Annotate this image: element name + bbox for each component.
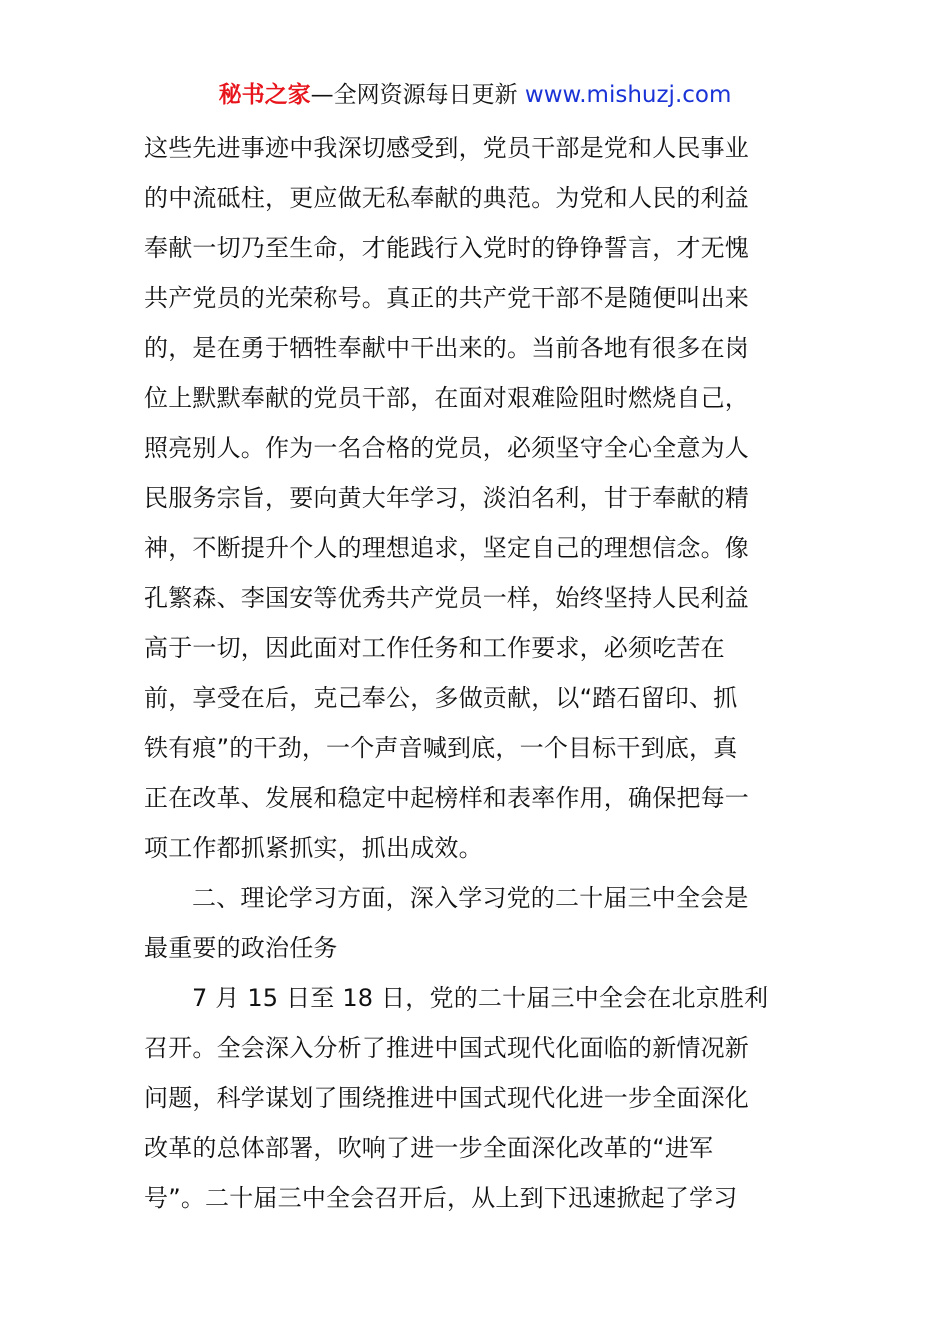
text-line: 高于一切，因此面对工作任务和工作要求，必须吃苦在: [144, 634, 725, 662]
text-line: 改革的总体部署，吹响了进一步全面深化改革的“进军: [144, 1134, 714, 1162]
text-line: 最重要的政治任务: [144, 934, 338, 962]
text-line: 民服务宗旨，要向黄大年学习，淡泊名利，甘于奉献的精: [144, 484, 749, 512]
text-line: 二、理论学习方面，深入学习党的二十届三中全会是: [192, 884, 749, 912]
text-line: 正在改革、发展和稳定中起榜样和表率作用，确保把每一: [144, 784, 749, 812]
text-line: 号”。二十届三中全会召开后，从上到下迅速掀起了学习: [144, 1184, 738, 1212]
text-line: 召开。全会深入分析了推进中国式现代化面临的新情况新: [144, 1034, 749, 1062]
text-line: 孔繁森、李国安等优秀共产党员一样，始终坚持人民利益: [144, 584, 749, 612]
text-line: 项工作都抓紧抓实，抓出成效。: [144, 834, 483, 862]
text-line: 照亮别人。作为一名合格的党员，必须坚守全心全意为人: [144, 434, 749, 462]
brand-name: 秘书之家: [218, 82, 311, 108]
text-line: 的中流砥柱，更应做无私奉献的典范。为党和人民的利益: [144, 184, 749, 212]
text-line: 神，不断提升个人的理想追求，坚定自己的理想信念。像: [144, 534, 749, 562]
text-line: 奉献一切乃至生命，才能践行入党时的铮铮誓言，才无愧: [144, 234, 749, 262]
text-line: 7 月 15 日至 18 日，党的二十届三中全会在北京胜利: [192, 984, 769, 1012]
document-body: [144, 123, 816, 1223]
text-line: 这些先进事迹中我深切感受到，党员干部是党和人民事业: [144, 134, 749, 162]
text-line: 的，是在勇于牺牲奉献中干出来的。当前各地有很多在岗: [144, 334, 749, 362]
text-line: 共产党员的光荣称号。真正的共产党干部不是随便叫出来: [144, 284, 749, 312]
site-url[interactable]: www.mishuzj.com: [524, 82, 732, 108]
text-line: 位上默默奉献的党员干部，在面对艰难险阻时燃烧自己，: [144, 384, 749, 412]
header-tagline: —全网资源每日更新: [310, 82, 518, 108]
page-header: [0, 80, 950, 110]
text-line: 问题，科学谋划了围绕推进中国式现代化进一步全面深化: [144, 1084, 749, 1112]
text-line: 铁有痕”的干劲，一个声音喊到底，一个目标干到底，真: [144, 734, 738, 762]
text-line: 前，享受在后，克己奉公，多做贡献，以“踏石留印、抓: [144, 684, 738, 712]
